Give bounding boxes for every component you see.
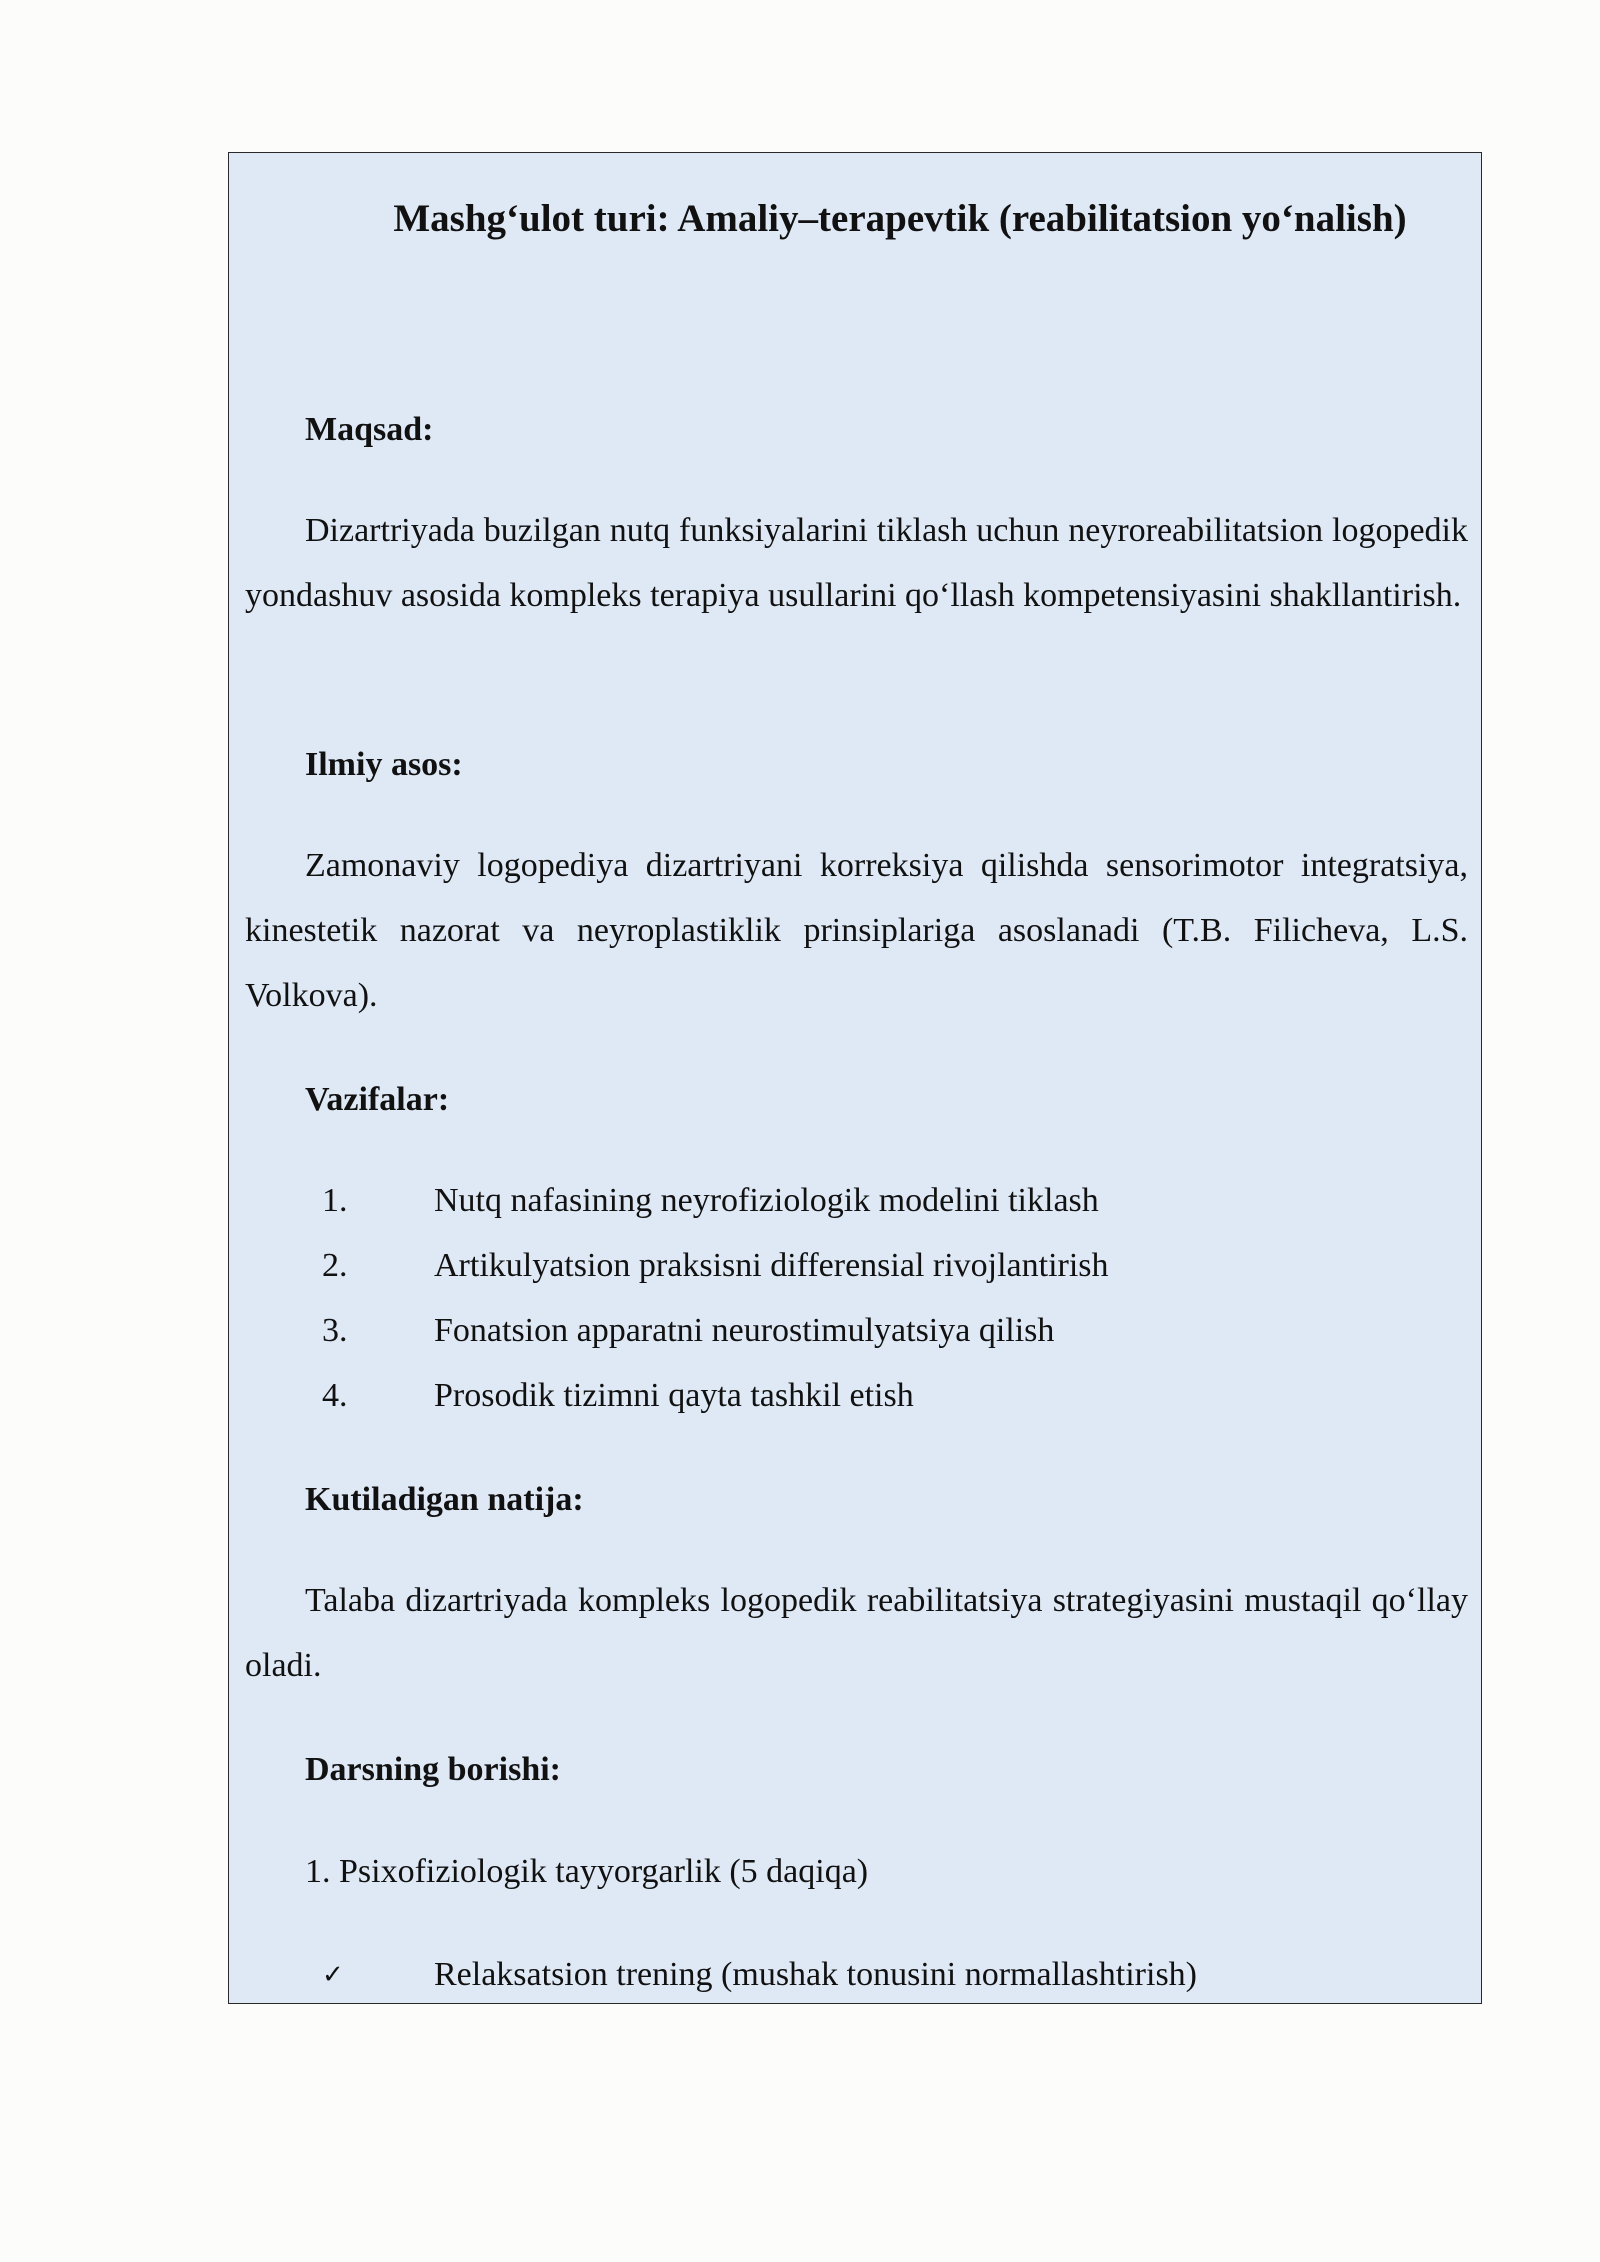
document-title: Mashg‘ulot turi: Amaliy–terapevtik (reabilitatsion yo‘nalish)	[393, 197, 1407, 240]
list-item-number: 1.	[322, 1182, 348, 1219]
list-item-text: Prosodik tizimni qayta tashkil etish	[434, 1377, 914, 1414]
maqsad-paragraph: Dizartriyada buzilgan nutq funksiyalarini tiklash uchun neyroreabilitatsion logopedik yondashuv asosida kompleks terapiya usullarini qo‘llash kompetensiyasini shakllantirish.	[245, 512, 1468, 614]
list-item-number: 4.	[322, 1377, 348, 1414]
content-frame	[228, 152, 1482, 2004]
natija-heading: Kutiladigan natija:	[305, 1481, 584, 1518]
check-list-item	[229, 1953, 1483, 1997]
list-item	[229, 1233, 1483, 1298]
check-list-item-text: Relaksatsion trening (mushak tonusini normallashtirish)	[434, 1956, 1198, 1993]
stage-1-label: 1. Psixofiziologik tayyorgarlik (5 daqiqa)	[305, 1853, 869, 1890]
list-item	[229, 1363, 1483, 1428]
list-item-text: Nutq nafasining neyrofiziologik modelini tiklash	[434, 1182, 1099, 1219]
ilmiy-asos-paragraph: Zamonaviy logopediya dizartriyani korreksiya qilishda sensorimotor integratsiya, kinestetik nazorat va neyroplastiklik prinsiplariga asoslanadi (T.B. Filicheva, L.S. Volkova).	[245, 847, 1468, 1014]
ilmiy-asos-heading: Ilmiy asos:	[305, 746, 463, 783]
darsning-borishi-heading: Darsning borishi:	[305, 1751, 561, 1788]
list-item-number: 3.	[322, 1312, 348, 1349]
checkmark-icon: ✓	[322, 1960, 344, 1990]
list-item-text: Fonatsion apparatni neurostimulyatsiya qilish	[434, 1312, 1055, 1349]
vazifalar-list	[229, 1168, 1483, 1428]
maqsad-heading: Maqsad:	[305, 411, 434, 448]
list-item	[229, 1168, 1483, 1233]
list-item-text: Artikulyatsion praksisni differensial rivojlantirish	[434, 1247, 1109, 1284]
list-item-number: 2.	[322, 1247, 348, 1284]
list-item	[229, 1298, 1483, 1363]
natija-paragraph: Talaba dizartriyada kompleks logopedik reabilitatsiya strategiyasini mustaqil qo‘llay oladi.	[245, 1582, 1468, 1684]
vazifalar-heading: Vazifalar:	[305, 1081, 450, 1118]
